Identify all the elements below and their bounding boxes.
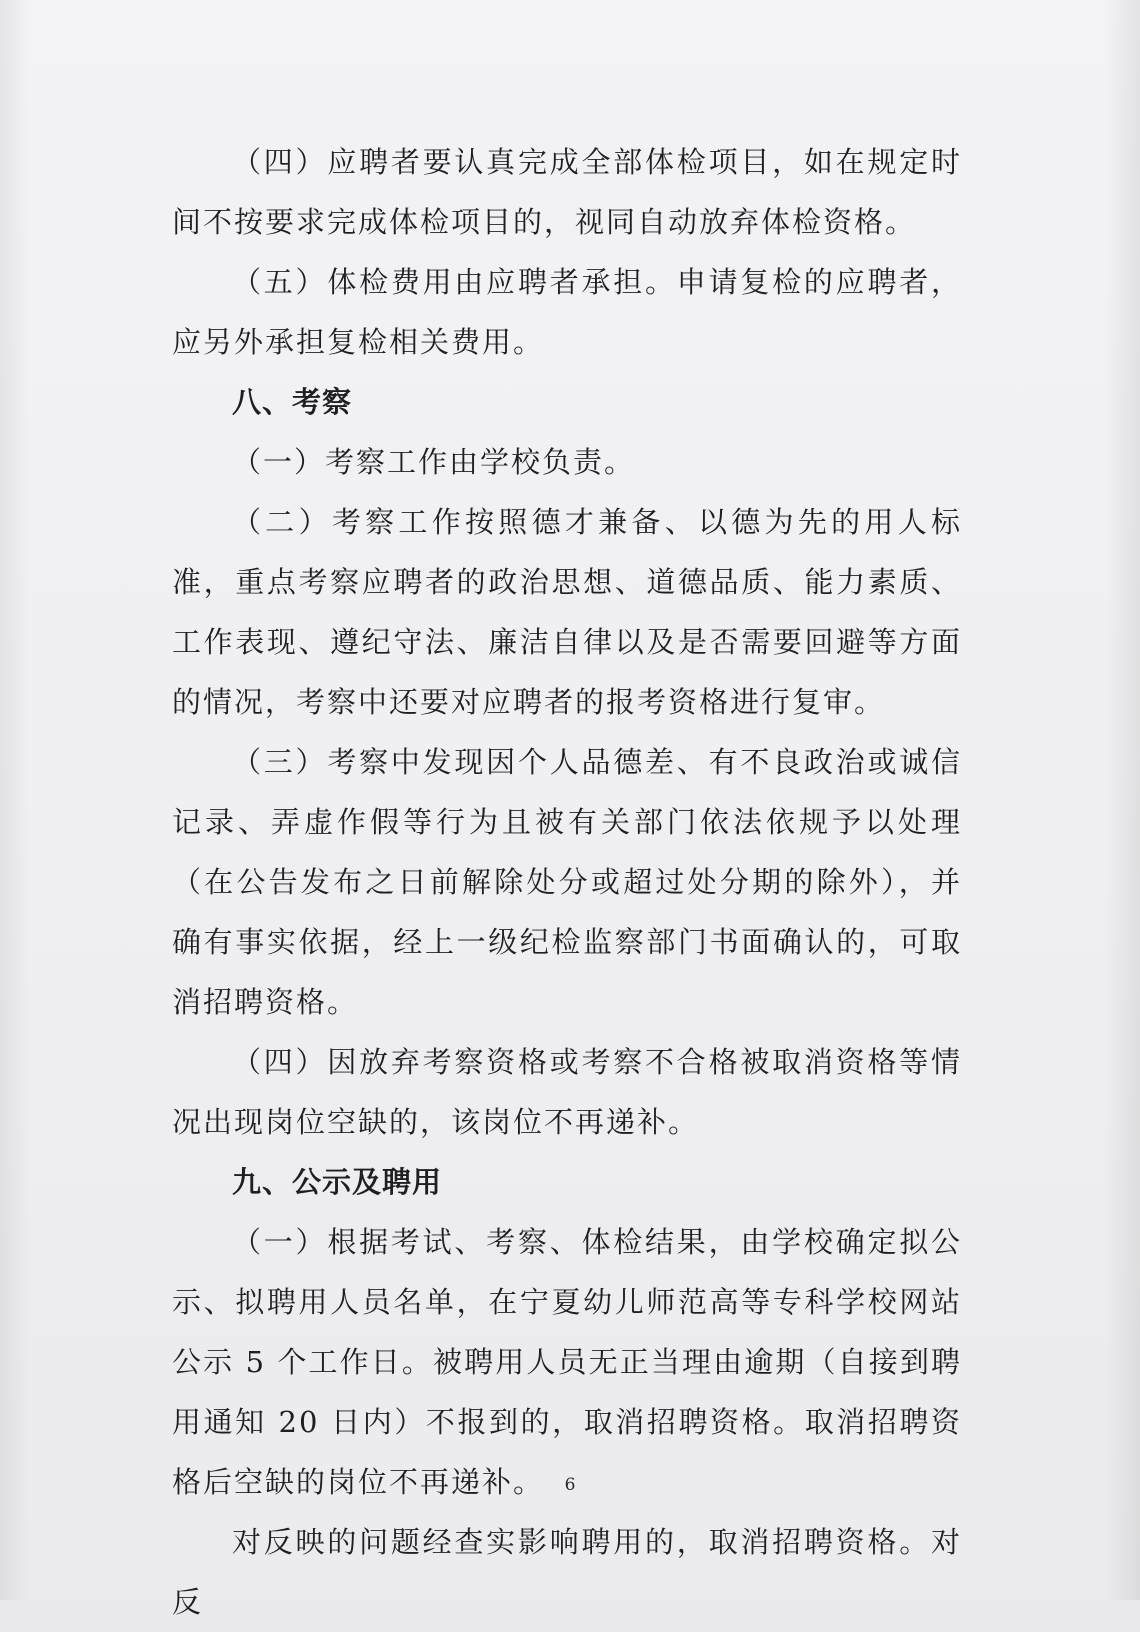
paragraph-publicity-1: （一）根据考试、考察、体检结果，由学校确定拟公示、拟聘用人员名单，在宁夏幼儿师范高等专科学校网站公示 5 个工作日。被聘用人员无正当理由逾期（自接到聘用通知 20 日内）不报到的，取消招聘资格。取消招聘资格后空缺的岗位不再递补。 bbox=[172, 1225, 962, 1499]
section-heading-publicity-employment: 九、公示及聘用 bbox=[232, 1165, 443, 1199]
body-text bbox=[172, 132, 962, 1632]
paragraph-inspection-3: （三）考察中发现因个人品德差、有不良政治或诚信记录、弄虚作假等行为且被有关部门依法依规予以处理（在公告发布之日前解除处分或超过处分期的除外），并确有事实依据，经上一级纪检监察部门书面确认的，可取消招聘资格。 bbox=[172, 745, 962, 1019]
page-edge-shadow-left bbox=[0, 0, 30, 1600]
page-edge-shadow-right bbox=[1104, 0, 1140, 1600]
paragraph-4-physical-exam: （四）应聘者要认真完成全部体检项目，如在规定时间不按要求完成体检项目的，视同自动放弃体检资格。 bbox=[172, 145, 962, 239]
paragraph-inspection-4: （四）因放弃考察资格或考察不合格被取消资格等情况出现岗位空缺的，该岗位不再递补。 bbox=[172, 1045, 962, 1139]
paragraph-5-exam-fees: （五）体检费用由应聘者承担。申请复检的应聘者，应另外承担复检相关费用。 bbox=[172, 265, 962, 359]
page-number: 6 bbox=[564, 1475, 576, 1495]
paragraph-inspection-1: （一）考察工作由学校负责。 bbox=[232, 445, 636, 479]
paragraph-inspection-2: （二）考察工作按照德才兼备、以德为先的用人标准，重点考察应聘者的政治思想、道德品质、能力素质、工作表现、遵纪守法、廉洁自律以及是否需要回避等方面的情况，考察中还要对应聘者的报考资格进行复审。 bbox=[172, 505, 962, 719]
section-heading-inspection: 八、考察 bbox=[232, 385, 353, 419]
paragraph-publicity-continued: 对反映的问题经查实影响聘用的，取消招聘资格。对反 bbox=[172, 1525, 962, 1619]
